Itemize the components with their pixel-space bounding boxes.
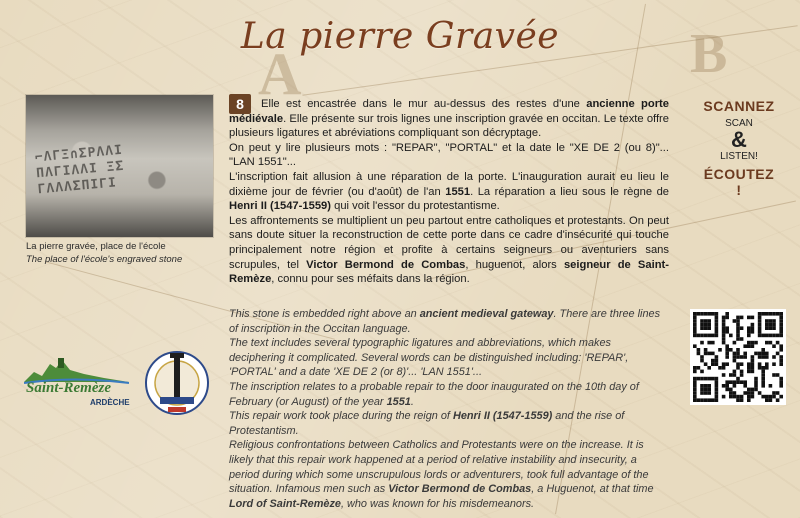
fr-paragraph: L'inscription fait allusion à une réparation de la porte. L'inauguration aurait eu lieu le dixième jour de février (ou d'août) de l'an 1551. La réparation a lieu sous le règne de Henri II (1547-1559) qui voit l'essor du protestantisme.	[229, 170, 670, 213]
fr-paragraph: Elle est encastrée dans le mur au-dessus des restes d'une ancienne porte médiévale. Elle présente sur trois lignes une inscription gravée en occitan. Le texte offre plusieurs ligatures et abréviations compliquant son décryptage.	[229, 98, 669, 140]
en-paragraph: Religious confrontations between Catholics and Protestants were on the increase. It is likely that this repair work happened at a period of relative instability and insecurity, a period during which some unscrupulous lords or adventurers, took full advantage of the situation. Infamous men such as Victor Bermond de Combas, a Huguenot, at that time Lord of Saint-Remèze, who was known for his misdemeanors.	[229, 439, 654, 510]
scan-call-to-action	[700, 98, 778, 198]
en-paragraph: The inscription relates to a probable repair to the door inaugurated on the 10th day of February (or August) of the year 1551.	[229, 380, 639, 408]
patrimoine-seal-icon	[144, 347, 210, 423]
fr-paragraph: On peut y lire plusieurs mots : "REPAR", "PORTAL" et la date le "XE DE 2 (ou 8)"... "LAN 1551"...	[229, 141, 669, 169]
photo-caption-fr: La pierre gravée, place de l'école	[26, 241, 166, 252]
fr-paragraph: Les affrontements se multiplient un peu partout entre catholiques et protestants. On peut sans doute situer la reconstruction de cette porte dans ce cadre d'insécurité qui touche principalement notre région et profite à certains seigneurs ou aventuriers sans scrupules, tel Victor Bermond de Combas, huguenot, alors seigneur de Saint-Remèze, connu pour ses méfaits dans la région.	[229, 214, 669, 286]
en-paragraph: This repair work took place during the reign of Henri II (1547-1559) and the rise of Protestantism.	[229, 410, 625, 437]
stone-inscription-texture: ⌐ΛΓΞ∩ΣΡΛΛΙ ΠΛΓΙΛΛΙ ΞΣ ΓΛΛΛΣΠΙΓΙ	[34, 142, 125, 198]
map-letter-b: B	[690, 23, 728, 85]
scannez-label: SCANNEZ	[703, 98, 775, 114]
qr-code[interactable]	[690, 309, 786, 405]
page-title: La pierre Gravée	[240, 16, 560, 57]
french-description	[229, 97, 669, 287]
en-paragraph: This stone is embedded right above an ancient medieval gateway. There are three lines of inscription in the Occitan language.	[229, 308, 661, 335]
en-paragraph: The text includes several typographic ligatures and abbreviations, which makes deciphering it complicated. Several words can be distinguished including: 'REPAR', 'PORTAL' and a date 'XE DE 2 (or 8)'... 'LAN 1551'...	[229, 337, 629, 379]
village-name: Saint-Remèze	[26, 380, 111, 396]
qr-code-pattern	[693, 312, 783, 402]
engraved-stone-photo	[26, 95, 213, 237]
map-letter-a: A	[258, 41, 302, 107]
scan-label: SCAN	[725, 118, 753, 129]
station-number-badge: 8	[229, 94, 251, 114]
listen-label: LISTEN!	[720, 151, 758, 162]
photo-caption-en: The place of l'école's engraved stone	[26, 254, 183, 265]
ecoutez-label: ÉCOUTEZ !	[703, 166, 775, 198]
ampersand: &	[731, 127, 747, 152]
saint-remeze-logo	[24, 354, 129, 412]
village-department: ARDÈCHE	[90, 398, 130, 407]
patrimoine-logo	[144, 347, 210, 423]
english-description	[229, 307, 669, 511]
